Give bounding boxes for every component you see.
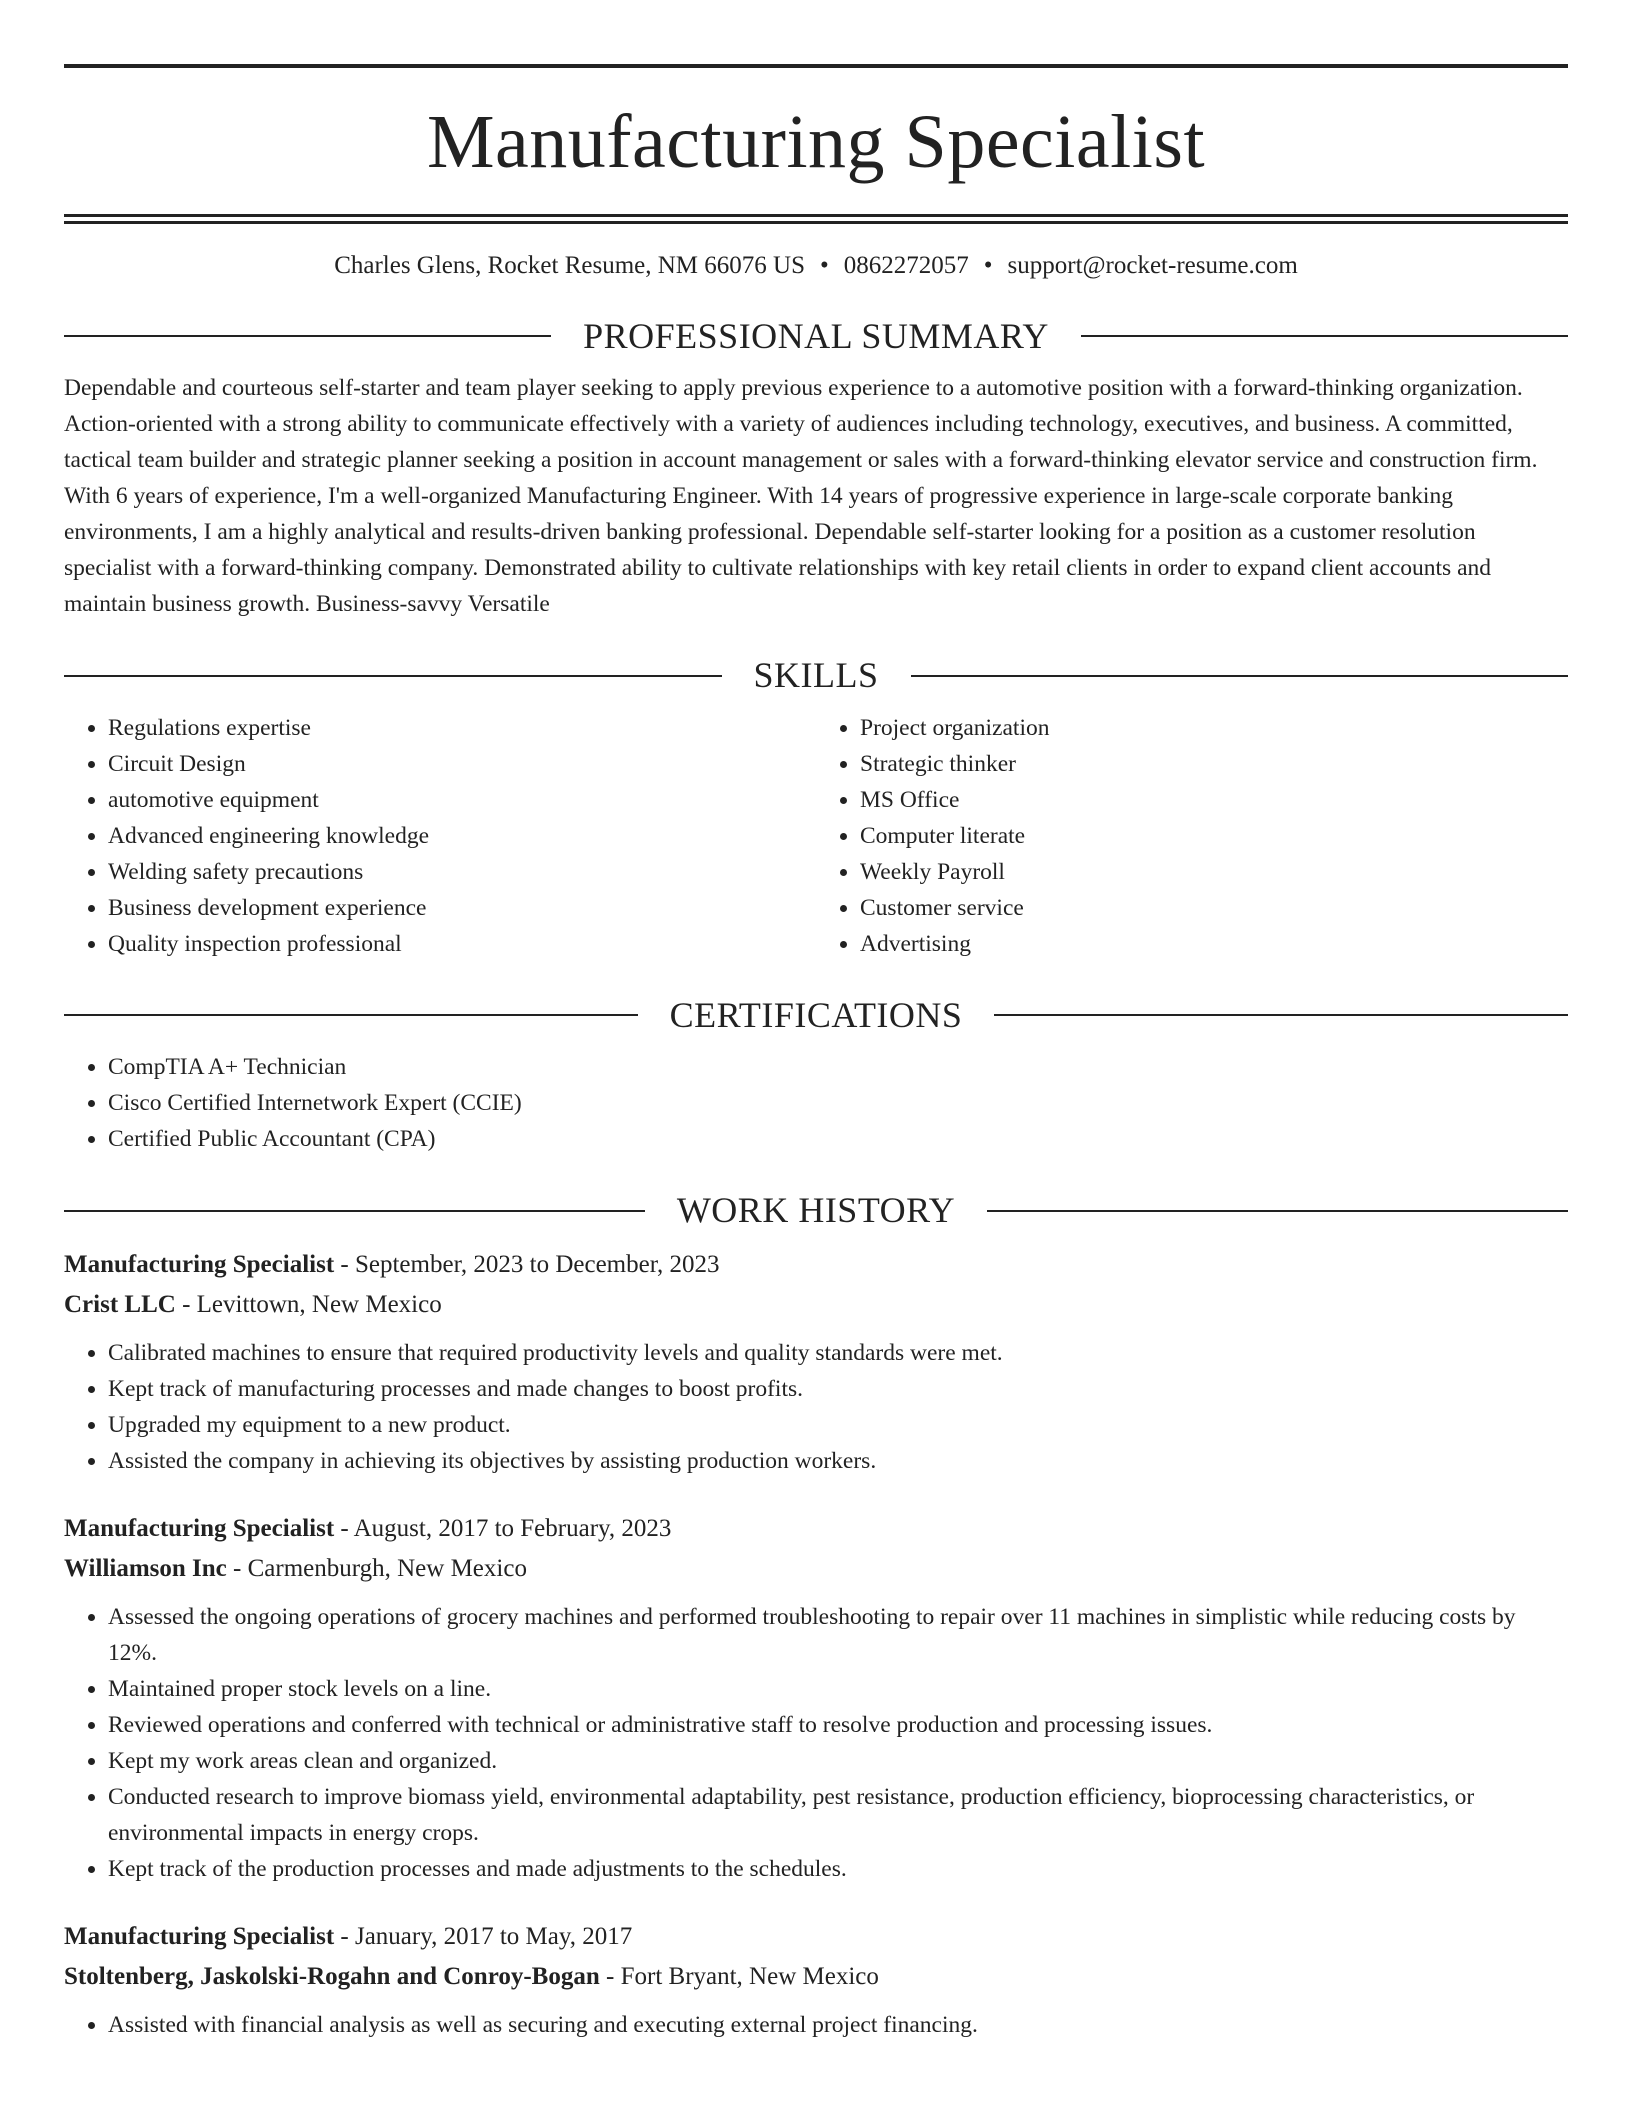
job-bullet: • Kept my work areas clean and organized. xyxy=(108,1743,1568,1779)
skill-item: • MS Office xyxy=(860,782,1568,818)
job-bullets xyxy=(64,2007,1568,2043)
job-title-line xyxy=(64,1917,1568,1957)
heading-rule-left xyxy=(64,1210,645,1212)
job-entry xyxy=(64,1245,1568,1479)
job-bullets xyxy=(64,1599,1568,1887)
summary-text: Dependable and courteous self-starter and team player seeking to apply previous experience to a automotive position with a forward-thinking organization. Action-oriented with a strong ability to communicate effectively with a variety of audiences including technology, executives, and business. A committed, tactical team builder and strategic planner seeking a position in account management or sales with a forward-thinking elevator service and construction firm. With 6 years of experience, I'm a well-organized Manufacturing Engineer. With 14 years of progressive experience in large-scale corporate banking environments, I am a highly analytical and results-driven banking professional. Dependable self-starter looking for a position as a customer resolution specialist with a forward-thinking company. Demonstrated ability to cultivate relationships with key retail clients in order to expand client accounts and maintain business growth. Business-savvy Versatile xyxy=(64,375,1538,618)
job-role: Manufacturing Specialist xyxy=(64,1514,335,1542)
certifications-heading: CERTIFICATIONS xyxy=(669,994,963,1035)
job-bullet: • Reviewed operations and conferred with technical or administrative staff to resolve production and processing issues. xyxy=(108,1707,1568,1743)
job-company: Williamson Inc xyxy=(64,1554,227,1582)
work-history-heading-row xyxy=(64,1191,1568,1231)
job-company-line xyxy=(64,1957,1568,1997)
skill-item: • Regulations expertise xyxy=(108,710,816,746)
certifications-list xyxy=(64,1049,1568,1157)
job-title-line xyxy=(64,1245,1568,1285)
job-bullet: • Maintained proper stock levels on a line. xyxy=(108,1671,1568,1707)
job-location: - Fort Bryant, New Mexico xyxy=(599,1962,879,1990)
job-location: - Carmenburgh, New Mexico xyxy=(226,1554,527,1582)
page-title: Manufacturing Specialist xyxy=(426,100,1206,184)
job-role: Manufacturing Specialist xyxy=(64,1922,335,1950)
job-company-line xyxy=(64,1549,1568,1589)
skill-item: • Welding safety precautions xyxy=(108,854,816,890)
job-bullet: • Assessed the ongoing operations of grocery machines and performed troubleshooting to repair over 11 machines in simplistic while reducing costs by 12%. xyxy=(108,1599,1568,1671)
heading-rule-right xyxy=(911,675,1569,677)
summary-heading: PROFESSIONAL SUMMARY xyxy=(583,315,1049,356)
heading-rule-right xyxy=(987,1210,1568,1212)
heading-rule-right xyxy=(1081,335,1568,337)
certification-item: • Certified Public Accountant (CPA) xyxy=(108,1121,1568,1157)
heading-rule-left xyxy=(64,1014,638,1016)
skill-item: • Strategic thinker xyxy=(860,746,1568,782)
job-role: Manufacturing Specialist xyxy=(64,1250,335,1278)
summary-heading-row xyxy=(64,317,1568,357)
job-bullet: • Kept track of manufacturing processes and made changes to boost profits. xyxy=(108,1371,1568,1407)
skill-item: • Advertising xyxy=(860,926,1568,962)
heading-rule-left xyxy=(64,675,722,677)
contact-line xyxy=(64,250,1568,283)
contact-separator: • xyxy=(983,252,993,279)
job-bullet: • Assisted the company in achieving its objectives by assisting production workers. xyxy=(108,1443,1568,1479)
job-bullet: • Assisted with financial analysis as well as securing and executing external project financing. xyxy=(108,2007,1568,2043)
skill-item: • Computer literate xyxy=(860,818,1568,854)
skill-item: • Business development experience xyxy=(108,890,816,926)
job-company: Stoltenberg, Jaskolski-Rogahn and Conroy-Bogan xyxy=(64,1962,600,1990)
job-dates: - September, 2023 to December, 2023 xyxy=(334,1250,720,1278)
job-bullet: • Conducted research to improve biomass yield, environmental adaptability, pest resistance, production efficiency, bioprocessing characteristics, or environmental impacts in energy crops. xyxy=(108,1779,1568,1851)
job-dates: - January, 2017 to May, 2017 xyxy=(334,1922,633,1950)
job-location: - Levittown, New Mexico xyxy=(175,1290,442,1318)
job-bullets xyxy=(64,1335,1568,1479)
heading-rule-right xyxy=(994,1014,1568,1016)
skill-item: • Customer service xyxy=(860,890,1568,926)
contact-email: support@rocket-resume.com xyxy=(1007,252,1298,279)
certifications-heading-row xyxy=(64,996,1568,1036)
skills-heading: SKILLS xyxy=(753,655,879,696)
job-entry xyxy=(64,1917,1568,2043)
skills-columns xyxy=(64,710,1568,962)
title-double-rule xyxy=(64,214,1568,224)
job-title-line xyxy=(64,1509,1568,1549)
work-history-heading: WORK HISTORY xyxy=(676,1190,956,1231)
skills-list-left xyxy=(64,710,816,962)
job-bullet: • Kept track of the production processes and made adjustments to the schedules. xyxy=(108,1851,1568,1887)
certification-item: • Cisco Certified Internetwork Expert (CCIE) xyxy=(108,1085,1568,1121)
job-entry xyxy=(64,1509,1568,1887)
top-rule xyxy=(64,64,1568,68)
certification-item: • CompTIA A+ Technician xyxy=(108,1049,1568,1085)
skill-item: • Weekly Payroll xyxy=(860,854,1568,890)
skill-item: • Circuit Design xyxy=(108,746,816,782)
skills-list-right xyxy=(816,710,1568,962)
skill-item: • Advanced engineering knowledge xyxy=(108,818,816,854)
contact-separator: • xyxy=(819,252,829,279)
job-dates: - August, 2017 to February, 2023 xyxy=(334,1514,672,1542)
job-bullet: • Calibrated machines to ensure that required productivity levels and quality standards were met. xyxy=(108,1335,1568,1371)
skill-item: • Quality inspection professional xyxy=(108,926,816,962)
contact-address: Charles Glens, Rocket Resume, NM 66076 US xyxy=(334,252,805,279)
skill-item: • automotive equipment xyxy=(108,782,816,818)
contact-phone: 0862272057 xyxy=(843,252,969,279)
job-bullet: • Upgraded my equipment to a new product. xyxy=(108,1407,1568,1443)
skill-item: • Project organization xyxy=(860,710,1568,746)
job-company: Crist LLC xyxy=(64,1290,176,1318)
job-company-line xyxy=(64,1285,1568,1325)
heading-rule-left xyxy=(64,335,551,337)
skills-heading-row xyxy=(64,656,1568,696)
